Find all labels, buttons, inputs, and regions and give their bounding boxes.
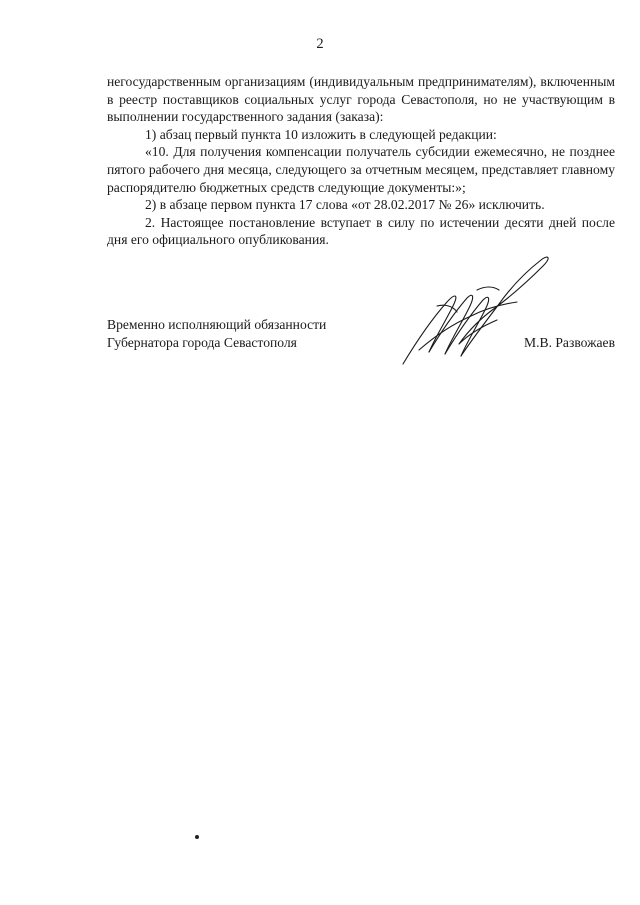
document-body [107, 73, 615, 249]
signatory-name: М.В. Развожаев [524, 335, 615, 350]
handwritten-signature [395, 246, 555, 376]
paragraph-effective-date: 2. Настоящее постановление вступает в силу по истечении десяти дней после дня его официального опубликования. [107, 214, 615, 248]
page-number: 2 [316, 36, 324, 52]
signatory-position [107, 316, 326, 351]
paragraph-amendment-2: 2) в абзаце первом пункта 17 слова «от 28.02.2017 № 26» исключить. [145, 197, 545, 213]
paragraph-quote-point-10: «10. Для получения компенсации получатель субсидии ежемесячно, не позднее пятого рабочего дня месяца, следующего за отчетным месяцем, представляет главному распорядителю бюджетных средств следующие документы:»; [107, 144, 615, 195]
scan-speck [195, 835, 199, 839]
signatory-position-line-2: Губернатора города Севастополя [107, 334, 297, 350]
signatory-position-line-1: Временно исполняющий обязанности [107, 317, 327, 332]
paragraph-amendment-1: 1) абзац первый пункта 10 изложить в следующей редакции: [145, 126, 497, 142]
paragraph-continuation: негосударственным организациям (индивидуальным предпринимателям), включенным в реестр поставщиков социальных услуг города Севастополя, но не участвующим в выполнении государственного задания (заказа): [107, 74, 615, 125]
